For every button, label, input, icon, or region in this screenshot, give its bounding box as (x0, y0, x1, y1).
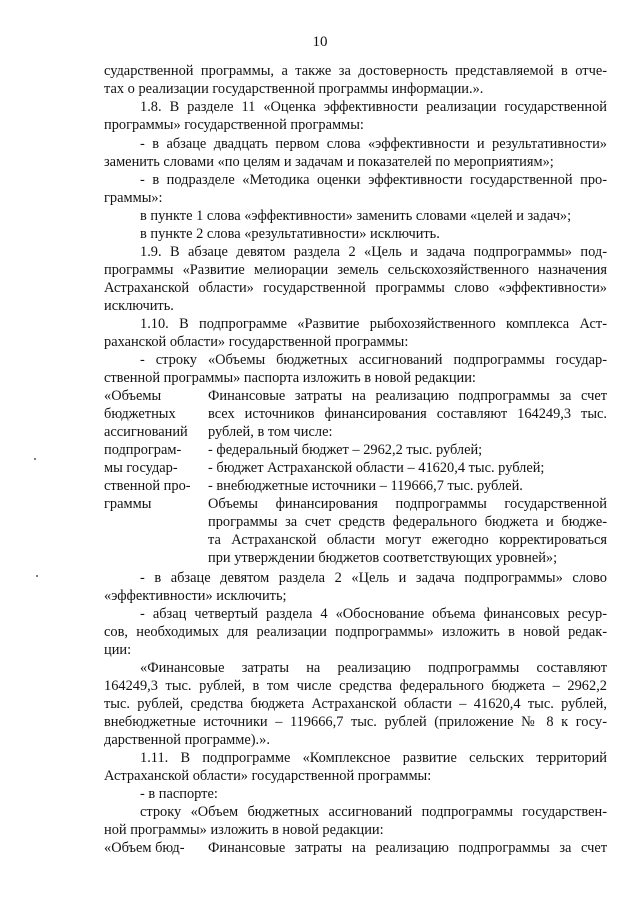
text-line: - абзац четвертый раздела 4 «Обоснование объема финансовых ресур- (140, 606, 607, 622)
text-line: тыс. рублей, средства бюджета Астраханской области – 41620,4 тыс. рублей, (104, 696, 607, 712)
text-line: дарственной программе).». (104, 732, 270, 748)
text-line: «эффективности» исключить; (104, 588, 287, 604)
text-line: - в абзаце девятом раздела 2 «Цель и задача подпрограммы» слово (140, 570, 607, 586)
text-line: исключить. (104, 298, 174, 314)
text-line: сударственной программы, а также за достоверность представляемой в отче- (104, 63, 607, 79)
text-line: ной программы» изложить в новой редакции: (104, 822, 384, 838)
text-line: Астраханской области» государственной программы слово «эффективности» (104, 280, 607, 296)
text-line: строку «Объем бюджетных ассигнований подпрограммы государствен- (140, 804, 607, 820)
table-right-cell-line: - федеральный бюджет – 2962,2 тыс. рублей; (208, 442, 483, 458)
text-line: 1.10. В подпрограмме «Развитие рыбохозяйственного комплекса Аст- (140, 316, 607, 332)
text-line: - в подразделе «Методика оценки эффективности государственной про- (140, 172, 607, 188)
table-right-cell-line: программы за счет средств федерального бюджета и бюдже- (208, 514, 607, 530)
text-line: 164249,3 тыс. рублей, в том числе средства федерального бюджета – 2962,2 (104, 678, 607, 694)
text-line: - строку «Объемы бюджетных ассигнований подпрограммы государ- (140, 352, 607, 368)
table-right-cell-line: рублей, в том числе: (208, 424, 333, 440)
text-line: сов, необходимых для реализации подпрограммы» изложить в новой редак- (104, 624, 607, 640)
table-right-cell-line: Объемы финансирования подпрограммы государственной (208, 496, 607, 512)
table-right-cell-line: - бюджет Астраханской области – 41620,4 тыс. рублей; (208, 460, 545, 476)
table-right-cell-line: Финансовые затраты на реализацию подпрограммы за счет (208, 388, 607, 404)
text-line: - в паспорте: (140, 786, 218, 802)
table-left-cell-line: подпрограм- (104, 442, 182, 458)
scan-speck (34, 458, 36, 460)
text-line: внебюджетные источники – 119666,7 тыс. рублей (приложение № 8 к госу- (104, 714, 607, 730)
text-line: ции: (104, 642, 132, 658)
text-line: тах о реализации государственной программы информации.». (104, 81, 484, 97)
text-line: раханской области» государственной программы: (104, 334, 409, 350)
scan-speck (36, 575, 38, 577)
text-line: 1.8. В разделе 11 «Оценка эффективности реализации государственной (140, 99, 607, 115)
table-left-cell-line: «Объемы (104, 388, 162, 404)
text-line: - в абзаце двадцать первом слова «эффективности и результативности» (140, 136, 607, 152)
text-line: граммы»: (104, 190, 163, 206)
table-right-cell-line: та Астраханской области могут ежегодно корректироваться (208, 532, 607, 548)
text-line: «Финансовые затраты на реализацию подпрограммы составляют (140, 660, 607, 676)
page-number: 10 (312, 34, 328, 50)
table-left-cell-line: мы государ- (104, 460, 178, 476)
table-right-cell-line: при утверждении бюджетов соответствующих уровней»; (208, 550, 558, 566)
text-line: программы «Развитие мелиорации земель сельскохозяйственного назначения (104, 262, 607, 278)
table-left-cell-line: бюджетных (104, 406, 176, 422)
text-line: в пункте 1 слова «эффективности» заменить словами «целей и задач»; (140, 208, 572, 224)
text-line: Астраханской области» государственной программы: (104, 768, 432, 784)
table-right-cell-line: - внебюджетные источники – 119666,7 тыс. рублей. (208, 478, 523, 494)
text-line: 1.11. В подпрограмме «Комплексное развитие сельских территорий (140, 750, 607, 766)
table-left-cell-line: ственной про- (104, 478, 191, 494)
text-line: программы» государственной программы: (104, 117, 364, 133)
table-left-cell-line: граммы (104, 496, 152, 512)
text-line: заменить словами «по целям и задачам и показателей по мероприятиям»; (104, 154, 554, 170)
text-line: 1.9. В абзаце девятом раздела 2 «Цель и задача подпрограммы» под- (140, 244, 607, 260)
table-right-cell-line: Финансовые затраты на реализацию подпрограммы за счет (208, 840, 607, 856)
table-right-cell-line: всех источников финансирования составляют 164249,3 тыс. (208, 406, 607, 422)
table-left-cell-line: ассигнований (104, 424, 188, 440)
text-line: в пункте 2 слова «результативности» исключить. (140, 226, 440, 242)
text-line: ственной программы» паспорта изложить в новой редакции: (104, 370, 476, 386)
table-left-cell-line: «Объем бюд- (104, 840, 185, 856)
